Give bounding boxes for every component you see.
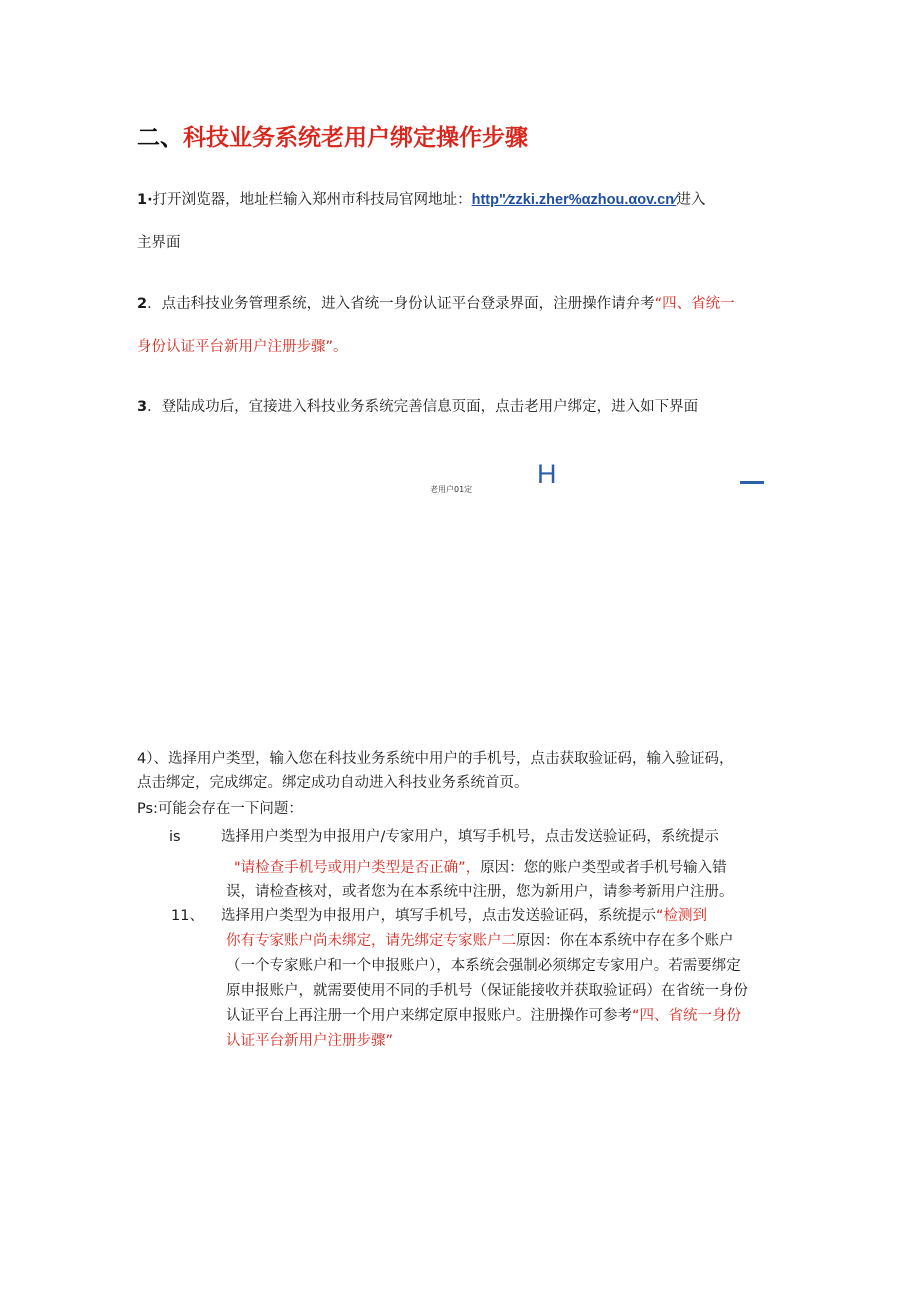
ps-item-2-prompt-2: 你有专家账户尚未绑定，请先绑定专家账户二 <box>226 933 516 949</box>
ps-item-1-line-2 <box>234 857 727 879</box>
ps-item-2-reference-2: 认证平台新用户注册步骤” <box>226 1033 394 1049</box>
step-1-line-1 <box>137 189 706 211</box>
ps-item-2-reference-1: “四、省统一身份 <box>632 1008 742 1024</box>
ps-item-2-line-2 <box>226 930 734 952</box>
step-1-line-2: 主界面 <box>137 235 181 251</box>
ps-item-2-marker: 11、 <box>171 908 204 924</box>
website-link[interactable]: http"∕zzki.zher%αzhou.αov.cn∕ <box>471 192 677 208</box>
step-2-line-1 <box>137 293 735 315</box>
step-2-reference-2: 身份认证平台新用户注册步骤”。 <box>137 339 348 355</box>
heading-title: 科技业务系统老用户绑定操作步骤 <box>183 125 528 151</box>
step-3-number: 3 <box>137 399 148 415</box>
step-3-line <box>137 396 698 418</box>
step-2-text: ．点击科技业务管理系统，进入省统一身份认证平台登录界面，注册操作请弁考 <box>147 296 655 312</box>
ps-item-2-text-5: 认证平台上再注册一个用户来绑定原申报账户。注册操作可参考 <box>226 1008 632 1024</box>
ps-item-1-prompt: "请检查手机号或用户类型是否正确”， <box>234 860 481 876</box>
ps-item-1-marker: is <box>169 829 181 845</box>
ps-label: Ps:可能会存在一下问题： <box>137 801 303 817</box>
ps-item-2-line-1 <box>221 905 707 927</box>
ps-item-2-line-3: （一个专家账户和一个申报账户），本系统会强制必须绑定专家用户。若需要绑定 <box>226 958 741 974</box>
step-4-line-2: 点击绑定，完成绑定。绑定成功自动进入科技业务系统首页。 <box>137 775 529 791</box>
ps-item-2-line-5 <box>226 1005 741 1027</box>
heading-number: 二、 <box>137 125 183 151</box>
section-heading <box>137 121 528 155</box>
figure-label: 老用户01定 <box>430 485 473 494</box>
step-1-text: 打开浏览器，地址栏输入郑州市科技局官网地址： <box>152 192 472 208</box>
step-1-suffix: 进入 <box>676 192 706 208</box>
ps-item-2-prompt-1: “检测到 <box>656 908 708 924</box>
figure-dash-mark <box>740 481 764 484</box>
step-3-text: ．登陆成功后，宜接进入科技业务系统完善信息页面，点击老用户绑定，进入如下界面 <box>147 399 699 415</box>
ps-item-1-line-3: 误，请检查核对，或者您为在本系统中注册，您为新用户，请参考新用户注册。 <box>226 884 734 900</box>
step-2-number: 2 <box>137 296 148 312</box>
ps-item-1-reason: 原因：您的账户类型或者手机号输入错 <box>480 860 727 876</box>
ps-item-1-line-1: 选择用户类型为申报用户/专家用户，填写手机号，点击发送验证码，系统提示 <box>221 829 719 845</box>
ps-item-2-reason: 原因：你在本系统中存在多个账户 <box>516 933 734 949</box>
step-2-reference-1: “四、省统一 <box>654 296 735 312</box>
figure-letter-h: H <box>537 459 557 489</box>
step-1-number: 1· <box>137 192 153 208</box>
ps-item-2-text: 选择用户类型为申报用户，填写手机号，点击发送验证码，系统提示 <box>221 908 656 924</box>
ps-item-2-line-4: 原申报账户，就需要使用不同的手机号（保证能接收并获取验证码）在省统一身份 <box>226 983 748 999</box>
step-4-line-1: 4）、选择用户类型，输入您在科技业务系统中用户的手机号，点击获取验证码，输入验证码， <box>137 751 734 767</box>
